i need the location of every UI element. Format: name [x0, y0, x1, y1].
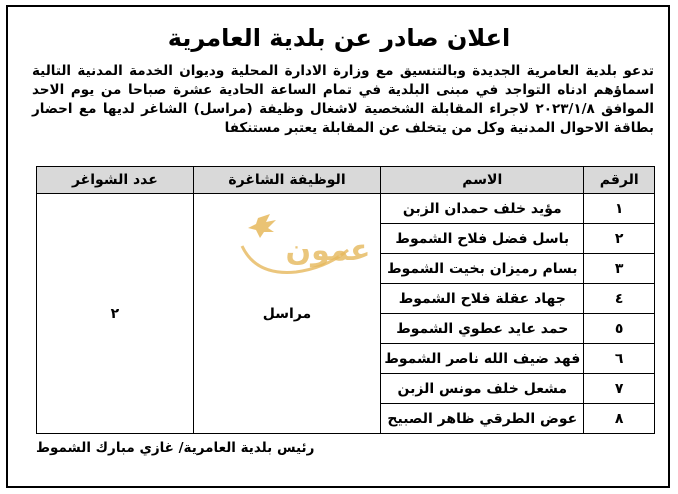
row-number: ٦: [584, 344, 655, 374]
row-name: باسل فضل فلاح الشموط: [381, 224, 584, 254]
row-number: ٢: [584, 224, 655, 254]
header-number: الرقم: [584, 167, 655, 194]
signature: رئيس بلدية العامرية/ غازي مبارك الشموط: [36, 440, 315, 456]
row-name: بسام رميزان بخيت الشموط: [381, 254, 584, 284]
header-job: الوظيفة الشاغرة: [193, 167, 380, 194]
table-header-row: [37, 167, 655, 194]
announcement-title: اعلان صادر عن بلدية العامرية: [167, 24, 511, 52]
row-number: ٣: [584, 254, 655, 284]
announcement-paragraph: تدعو بلدية العامرية الجديدة وبالتنسيق مع وزارة الادارة المحلية وديوان الخدمة المدنية التالية اسماؤهم ادناه التواجد في مبنى البلدية في تمام الساعة الحادية عشرة صباحا من يوم الاحد الموافق ٢٠٢٣/١/٨ لاجراء المقابلة الشخصية لاشغال وظيفة (مراسل) الشاغر لديها مع احضار بطاقة الاحوال المدنية وكل من يتخلف عن المقابلة يعتبر مستنكفا: [32, 63, 655, 136]
row-name: جهاد عقلة فلاح الشموط: [381, 284, 584, 314]
row-number: ٨: [584, 404, 655, 434]
table-row: [37, 194, 655, 224]
header-name: الاسم: [381, 167, 584, 194]
header-vacancies: عدد الشواغر: [37, 167, 194, 194]
watermark-text: عمون: [285, 233, 371, 268]
row-name: مؤيد خلف حمدان الزبن: [381, 194, 584, 224]
job-cell: مراسل: [193, 194, 380, 434]
vacancies-cell: ٢: [37, 194, 194, 434]
row-number: ٥: [584, 314, 655, 344]
row-name: مشعل خلف مونس الزبن: [381, 374, 584, 404]
row-name: فهد ضيف الله ناصر الشموط: [381, 344, 584, 374]
row-name: حمد عايد عطوي الشموط: [381, 314, 584, 344]
candidates-table: [36, 166, 655, 434]
row-number: ٤: [584, 284, 655, 314]
row-name: عوض الطرقي ظاهر الصبيح: [381, 404, 584, 434]
row-number: ٧: [584, 374, 655, 404]
row-number: ١: [584, 194, 655, 224]
